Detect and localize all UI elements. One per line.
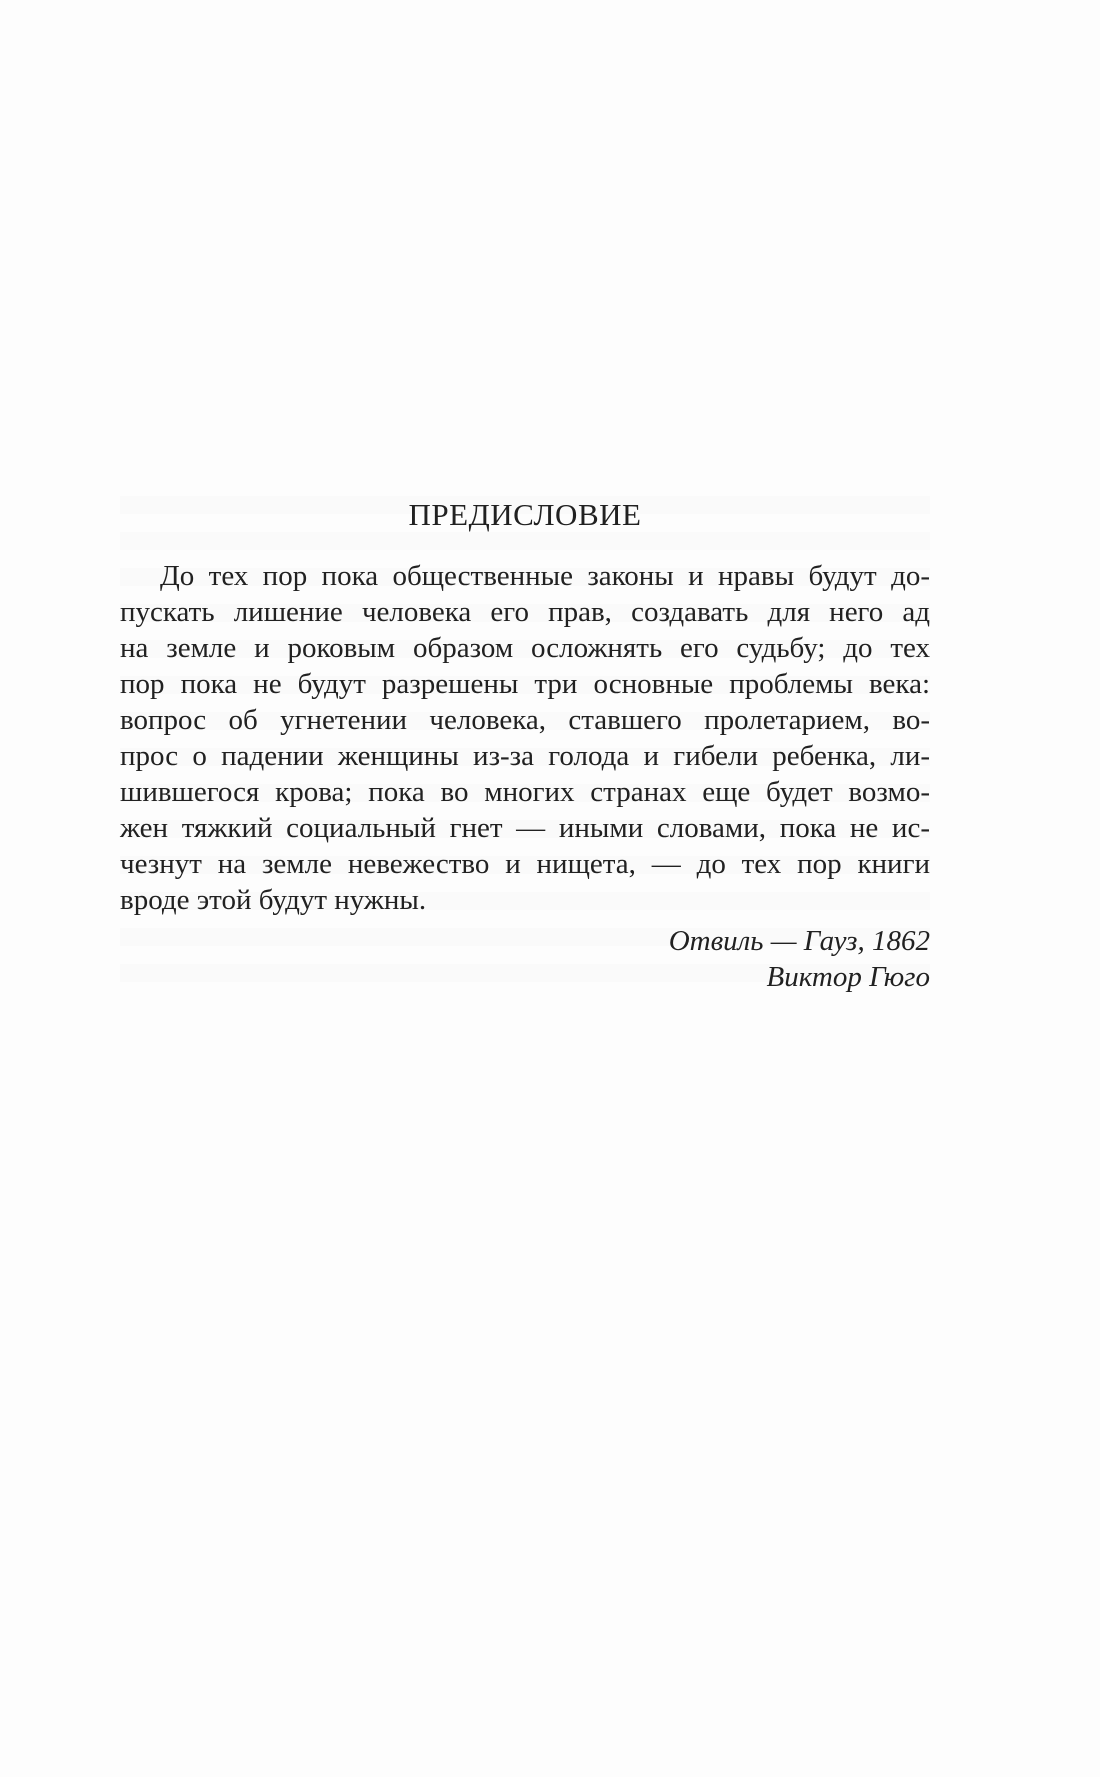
paragraph-line: До тех пор пока общественные законы и нравы будут до-: [160, 560, 930, 592]
paragraph-line: на земле и роковым образом осложнять его судьбу; до тех: [120, 632, 930, 664]
attribution-author: Виктор Гюго: [766, 961, 930, 993]
attribution-block: [120, 923, 930, 995]
paragraph-line: чезнут на земле невежество и нищета, — до тех пор книги: [120, 848, 930, 880]
paragraph-line: пор пока не будут разрешены три основные проблемы века:: [120, 668, 930, 700]
paragraph-line: жен тяжкий социальный гнет — иными словами, пока не ис-: [120, 812, 930, 844]
paragraph-line: шившегося крова; пока во многих странах еще будет возмо-: [120, 776, 930, 808]
preface-paragraph: [120, 558, 930, 918]
preface-section: [120, 496, 930, 995]
paragraph-line: вопрос об угнетении человека, ставшего пролетарием, во-: [120, 704, 930, 736]
attribution-place-date: Отвиль — Гауз, 1862: [668, 925, 930, 957]
paragraph-line: прос о падении женщины из-за голода и гибели ребенка, ли-: [120, 740, 930, 772]
paragraph-line: вроде этой будут нужны.: [120, 884, 427, 916]
paragraph-line: пускать лишение человека его прав, создавать для него ад: [120, 596, 930, 628]
chapter-title: ПРЕДИСЛОВИЕ: [408, 497, 642, 532]
